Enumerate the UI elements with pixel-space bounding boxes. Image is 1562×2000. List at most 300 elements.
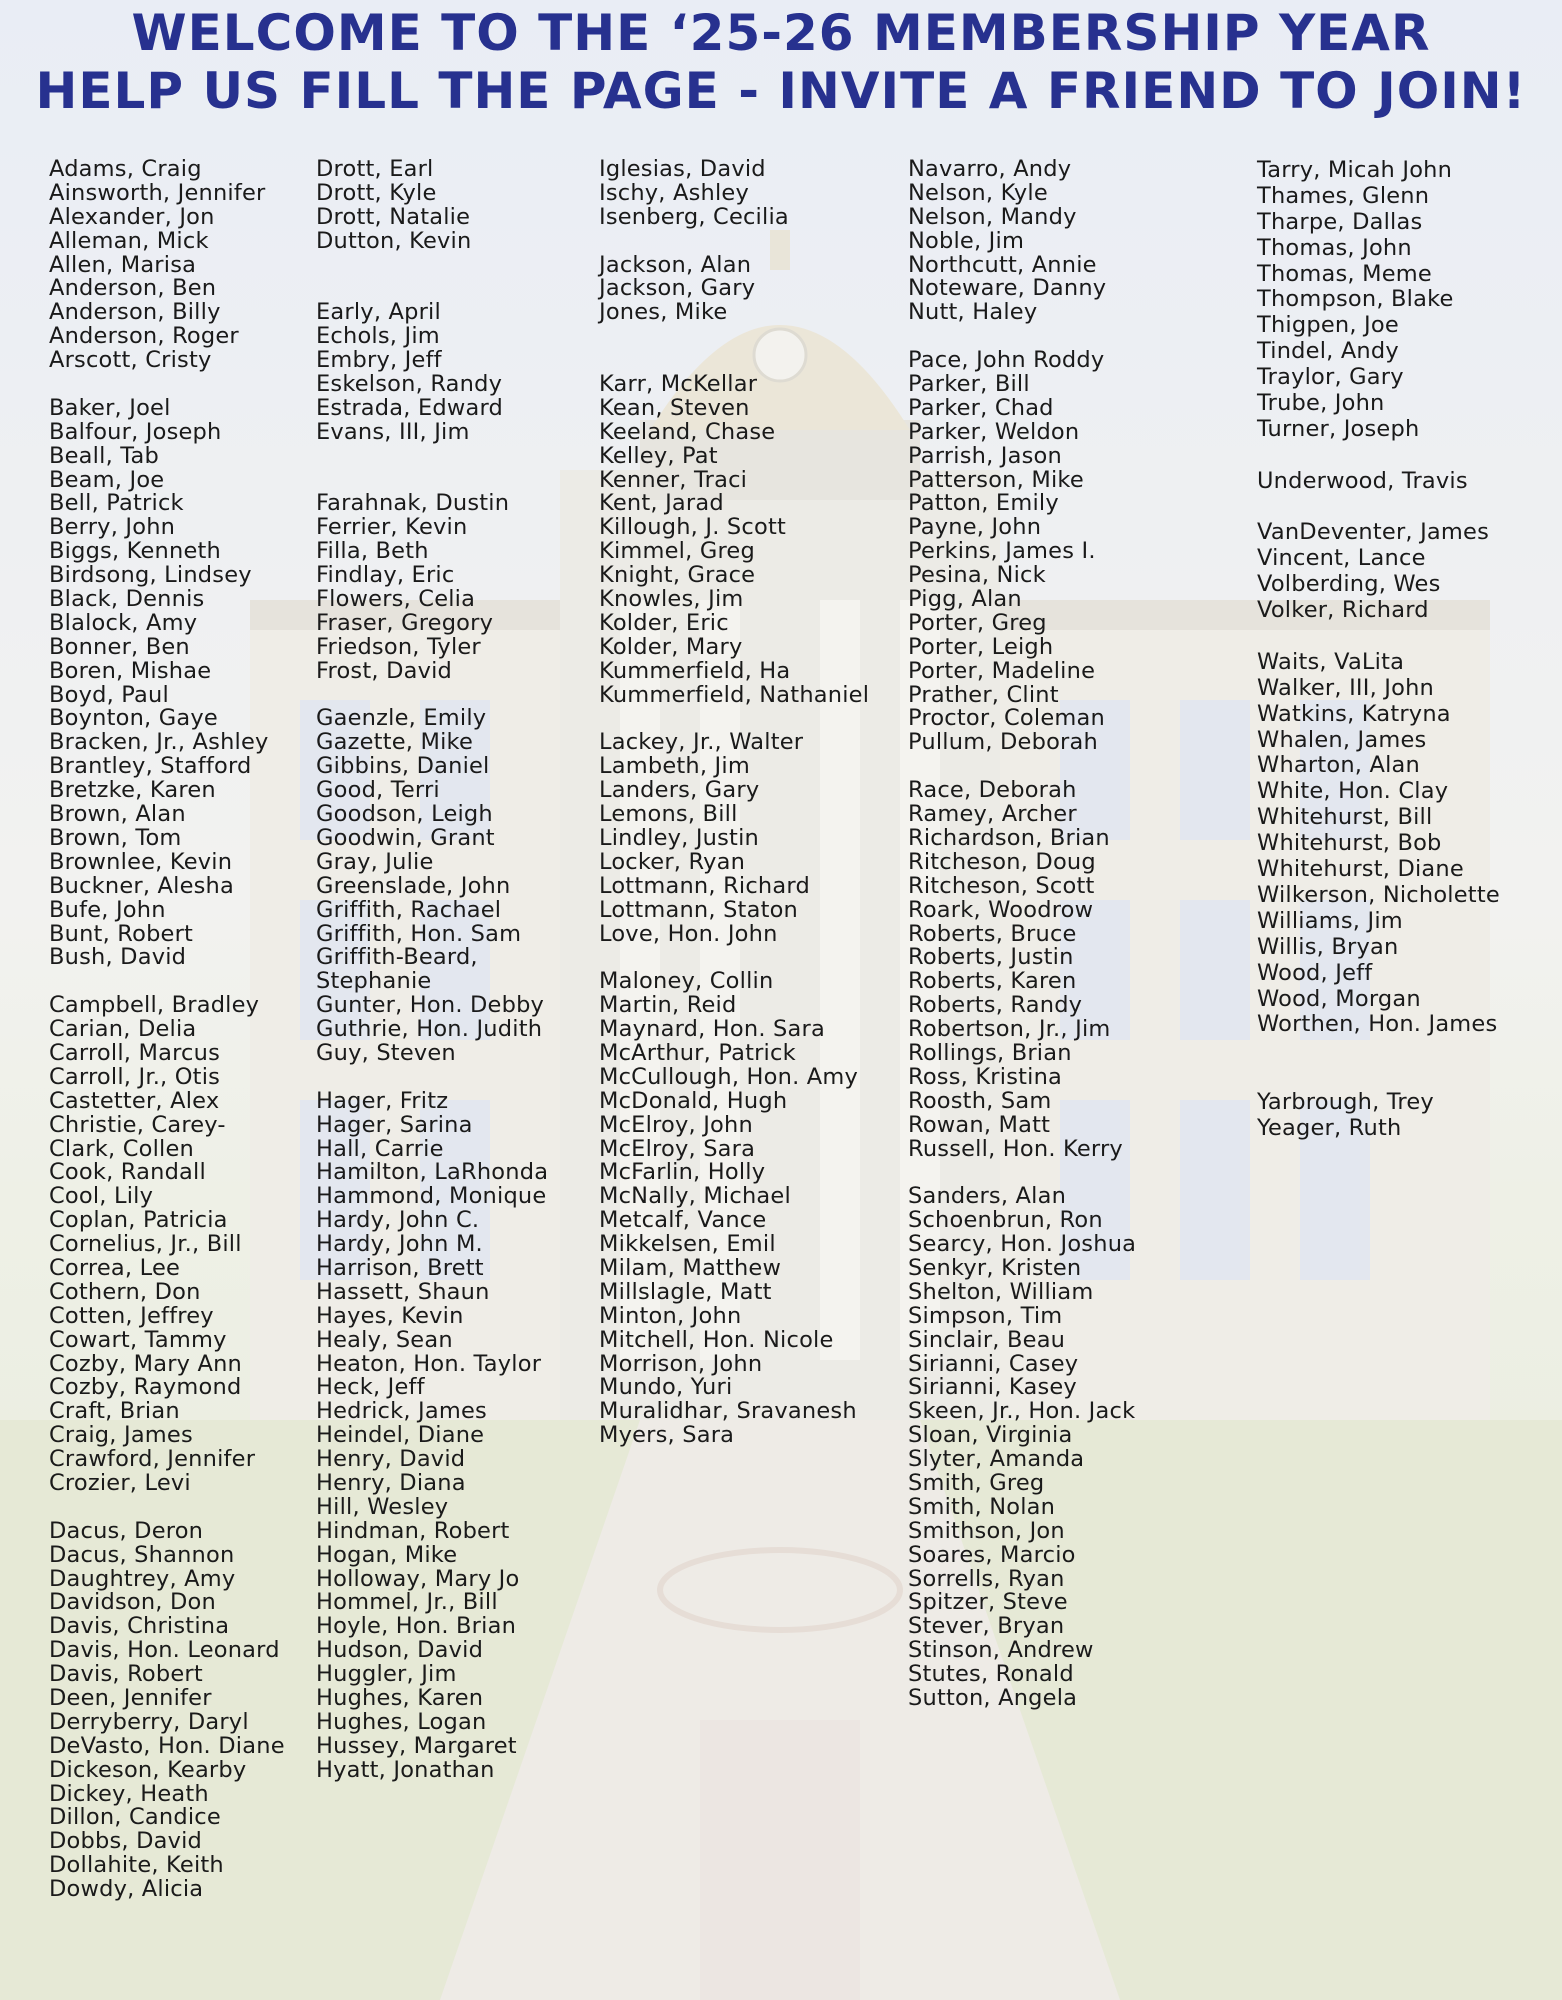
group-spacer [599,325,869,349]
group-spacer [599,230,869,254]
member-name: Bracken, Jr., Ashley [49,729,269,756]
member-name: Gibbins, Daniel [316,753,490,780]
group-spacer [49,373,285,397]
member-name: Roberts, Justin [908,944,1074,971]
member-name: Jackson, Alan [599,251,752,278]
member-name: Gaenzle, Emily [316,705,487,732]
member-name: Kimmel, Greg [599,538,755,565]
member-name: Jackson, Gary [599,275,756,302]
member-name: Ross, Kristina [908,1063,1063,1090]
member-name: Early, April [316,299,441,326]
member-name: Anderson, Roger [49,323,239,350]
member-name: Thames, Glenn [1257,182,1430,209]
member-name: Blalock, Amy [49,609,198,636]
member-name: Heck, Jeff [316,1374,425,1401]
member-name: McNally, Michael [599,1183,791,1210]
member-name: Maynard, Hon. Sara [599,1016,825,1043]
member-name: Hommel, Jr., Bill [316,1589,498,1616]
member-name: Knight, Grace [599,562,756,589]
member-name: Roberts, Karen [908,968,1077,995]
member-name: Craig, James [49,1422,193,1449]
member-name: Brown, Alan [49,801,186,828]
member-name: Sutton, Angela [908,1685,1078,1711]
member-name: Ritcheson, Scott [908,872,1095,899]
member-name: Tharpe, Dallas [1257,208,1423,235]
member-name: Hamilton, LaRhonda [316,1159,549,1186]
member-name: Milam, Matthew [599,1254,782,1281]
member-name: Rowan, Matt [908,1111,1051,1138]
member-name: Isenberg, Cecilia [599,203,789,230]
member-name: Healy, Sean [316,1326,453,1353]
member-name: Whitehurst, Bob [1257,830,1442,857]
member-name: Hassett, Shaun [316,1278,490,1305]
page-header [0,4,1562,120]
member-name: Gazette, Mike [316,729,474,756]
member-name: Parker, Weldon [908,418,1080,445]
member-name: Frost, David [316,657,453,684]
member-name: Morrison, John [599,1350,763,1377]
member-name: Muralidhar, Sravanesh [599,1398,857,1425]
member-name: McDonald, Hugh [599,1087,788,1114]
member-name: White, Hon. Clay [1257,778,1449,805]
member-name: Birdsong, Lindsey [49,562,252,589]
member-name: Drott, Earl [316,156,434,182]
member-name: Lemons, Bill [599,801,738,828]
member-name: Karr, McKellar [599,371,758,398]
member-name: Cozby, Mary Ann [49,1350,243,1377]
group-spacer [316,684,548,708]
member-name: Noteware, Danny [908,275,1107,302]
group-spacer [908,1161,1136,1185]
member-name: Boyd, Paul [49,681,169,708]
group-spacer [908,755,1136,779]
member-name: Ferrier, Kevin [316,514,468,541]
member-name: Clark, Collen [49,1135,195,1162]
member-name: Roark, Woodrow [908,896,1094,923]
member-name: Lackey, Jr., Walter [599,729,804,756]
member-name: Balfour, Joseph [49,418,222,445]
member-name: Ainsworth, Jennifer [49,179,266,206]
member-name: Thomas, John [1257,234,1412,261]
member-name: Shelton, William [908,1278,1094,1305]
member-name: Locker, Ryan [599,848,746,875]
member-name: Stutes, Ronald [908,1661,1074,1688]
member-name: McElroy, Sara [599,1135,756,1162]
member-name: Dickeson, Kearby [49,1756,247,1783]
member-name: Christie, Carey- [49,1111,226,1138]
member-name: Dollahite, Keith [49,1852,224,1879]
member-name: Hager, Fritz [316,1087,449,1114]
group-spacer [599,349,869,373]
member-name: Hardy, John C. [316,1207,480,1234]
group-spacer [1257,1038,1500,1064]
member-name: Sirianni, Kasey [908,1374,1077,1401]
member-name: Kent, Jarad [599,490,724,517]
member-name: Anderson, Ben [49,275,217,302]
member-name: Gunter, Hon. Debby [316,992,545,1019]
member-name: Kummerfield, Ha [599,657,791,684]
member-name: Race, Deborah [908,777,1077,804]
member-name: Griffith, Rachael [316,896,502,923]
member-name: Maloney, Collin [599,968,774,995]
member-name: Alleman, Mick [49,227,209,254]
member-name: Richardson, Brian [908,824,1110,851]
header-line-1: WELCOME TO THE ‘25-26 MEMBERSHIP YEAR [131,4,1431,62]
member-name: Robertson, Jr., Jim [908,1016,1111,1043]
member-name: Smithson, Jon [908,1517,1065,1544]
member-name: Boren, Mishae [49,657,212,684]
member-name: Pace, John Roddy [908,347,1105,374]
member-name: Stever, Bryan [908,1613,1065,1640]
member-name: Lambeth, Jim [599,753,750,780]
member-name: Harrison, Brett [316,1254,484,1281]
member-name: Thompson, Blake [1257,286,1454,313]
member-name: Hammond, Monique [316,1183,547,1210]
group-spacer [599,946,869,970]
member-name: Alexander, Jon [49,203,215,230]
member-name: Goodson, Leigh [316,801,493,828]
member-name: Allen, Marisa [49,251,197,278]
member-name: Myers, Sara [599,1422,735,1449]
member-name: Wood, Jeff [1257,959,1373,986]
member-name: Cozby, Raymond [49,1374,242,1401]
member-name: Hayes, Kevin [316,1302,464,1329]
member-name: Sinclair, Beau [908,1326,1066,1353]
member-name: Sanders, Alan [908,1183,1067,1210]
member-name: Brownlee, Kevin [49,848,233,875]
member-name: McFarlin, Holly [599,1159,766,1186]
member-name: Ischy, Ashley [599,179,749,206]
member-name: Metcalf, Vance [599,1207,767,1234]
member-name: Griffith-Beard, [316,944,478,971]
member-name: Parker, Chad [908,394,1054,421]
member-name: Brantley, Stafford [49,753,252,780]
member-name: Russell, Hon. Kerry [908,1135,1123,1162]
member-name: Mitchell, Hon. Nicole [599,1326,834,1353]
member-name: Cowart, Tammy [49,1326,227,1353]
member-name: Mikkelsen, Emil [599,1231,776,1258]
member-name: Guthrie, Hon. Judith [316,1016,543,1043]
member-name: Watkins, Katryna [1257,700,1451,727]
member-name: Campbell, Bradley [49,992,260,1019]
member-name: Beam, Joe [49,466,165,493]
member-name: Daughtrey, Amy [49,1565,236,1592]
member-name: Anderson, Billy [49,299,221,326]
member-name: Worthen, Hon. James [1257,1011,1498,1038]
member-name: Davis, Hon. Leonard [49,1637,280,1664]
member-name: Boynton, Gaye [49,705,218,732]
member-name: Cothern, Don [49,1278,201,1305]
member-name: Davis, Christina [49,1613,230,1640]
group-spacer [316,277,548,301]
member-name: Cornelius, Jr., Bill [49,1231,242,1258]
member-name: Ramey, Archer [908,801,1077,828]
member-name: Walker, III, John [1257,674,1435,701]
member-name: Yeager, Ruth [1257,1114,1402,1141]
member-name: DeVasto, Hon. Diane [49,1732,285,1759]
member-name: Davidson, Don [49,1589,216,1616]
member-name: Prather, Clint [908,681,1059,708]
member-name: Bretzke, Karen [49,777,216,804]
member-name: Lottmann, Staton [599,896,799,923]
member-name: Evans, III, Jim [316,418,470,445]
group-spacer [1257,495,1500,521]
member-name: Landers, Gary [599,777,760,804]
member-name: Roberts, Randy [908,992,1083,1019]
group-spacer [316,469,548,493]
member-name: Volker, Richard [1257,597,1429,624]
member-name: Henry, David [316,1446,466,1473]
member-name: Patterson, Mike [908,466,1084,493]
member-column-4 [908,158,1136,1711]
member-name: Yarbrough, Trey [1257,1089,1434,1116]
member-name: Deen, Jennifer [49,1685,212,1711]
member-name: Crozier, Levi [49,1469,191,1496]
member-name: Bonner, Ben [49,633,190,660]
member-name: Echols, Jim [316,323,440,350]
member-name: Crawford, Jennifer [49,1446,256,1473]
member-name: Pesina, Nick [908,562,1046,589]
member-name: VanDeventer, James [1257,519,1490,546]
member-name: Tarry, Micah John [1257,157,1453,183]
member-name: Proctor, Coleman [908,705,1105,732]
member-name: Slyter, Amanda [908,1446,1085,1473]
member-name: Buckner, Alesha [49,872,235,899]
member-name: Drott, Kyle [316,179,437,206]
group-spacer [1257,1064,1500,1090]
group-spacer [1257,443,1500,469]
member-name: Kenner, Traci [599,466,748,493]
member-name: Embry, Jeff [316,347,442,374]
member-name: Killough, J. Scott [599,514,786,541]
member-name: Craft, Brian [49,1398,180,1425]
member-name: Arscott, Cristy [49,347,212,374]
member-name: Hughes, Logan [316,1708,487,1735]
member-name: Roberts, Bruce [908,920,1077,947]
group-spacer [49,970,285,994]
member-name: Trube, John [1257,390,1385,417]
member-name: Sloan, Virginia [908,1422,1073,1449]
member-name: Holloway, Mary Jo [316,1565,520,1592]
member-name: Fraser, Gregory [316,609,494,636]
member-name: Pullum, Deborah [908,729,1098,756]
member-name: Simpson, Tim [908,1302,1063,1329]
member-name: Gray, Julie [316,848,434,875]
member-column-5 [1257,158,1500,1142]
member-column-2 [316,158,548,1783]
member-name: Dutton, Kevin [316,227,472,254]
member-name: Lottmann, Richard [599,872,810,899]
member-name: Williams, Jim [1257,907,1403,934]
member-name: Martin, Reid [599,992,737,1019]
member-name: Hyatt, Jonathan [316,1756,495,1783]
member-name: Derryberry, Daryl [49,1708,249,1735]
member-name: Cotten, Jeffrey [49,1302,214,1329]
member-name: McArthur, Patrick [599,1039,796,1066]
member-name: Thomas, Meme [1257,260,1432,287]
member-name: Keeland, Chase [599,418,776,445]
member-column-3 [599,158,869,1448]
member-name: Huggler, Jim [316,1661,457,1688]
member-name: Biggs, Kenneth [49,538,222,565]
group-spacer [908,325,1136,349]
member-name: Heindel, Diane [316,1422,485,1449]
member-name: Stephanie [316,968,432,995]
member-name: Hughes, Karen [316,1685,484,1711]
member-name: Porter, Madeline [908,657,1096,684]
member-column-1 [49,158,285,1902]
member-name: Hogan, Mike [316,1541,458,1568]
header-line-2: HELP US FILL THE PAGE - INVITE A FRIEND TO JOIN! [35,62,1527,120]
member-name: Lindley, Justin [599,824,759,851]
member-name: Vincent, Lance [1257,545,1426,572]
member-name: Ritcheson, Doug [908,848,1096,875]
member-name: Willis, Bryan [1257,933,1399,960]
group-spacer [1257,624,1500,650]
member-name: Skeen, Jr., Hon. Jack [908,1398,1136,1425]
member-name: Hager, Sarina [316,1111,473,1138]
member-name: Smith, Nolan [908,1493,1056,1520]
member-name: Davis, Robert [49,1661,203,1688]
member-name: Bell, Patrick [49,490,184,517]
member-name: Dacus, Deron [49,1517,204,1544]
member-name: McCullough, Hon. Amy [599,1063,859,1090]
member-name: Wilkerson, Nicholette [1257,881,1500,908]
member-name: Dacus, Shannon [49,1541,235,1568]
member-name: Traylor, Gary [1257,364,1404,391]
member-name: Dillon, Candice [49,1804,221,1831]
member-name: Cool, Lily [49,1183,154,1210]
member-name: Roosth, Sam [908,1087,1052,1114]
member-name: Castetter, Alex [49,1087,220,1114]
member-name: Parker, Bill [908,371,1030,398]
member-name: Carian, Delia [49,1016,197,1043]
member-name: Carroll, Marcus [49,1039,220,1066]
member-name: Schoenbrun, Ron [908,1207,1103,1234]
member-name: Searcy, Hon. Joshua [908,1231,1137,1258]
member-name: Stinson, Andrew [908,1637,1094,1664]
member-name: Perkins, James I. [908,538,1096,565]
member-name: Drott, Natalie [316,203,471,230]
member-name: Payne, John [908,514,1042,541]
member-name: Porter, Leigh [908,633,1054,660]
member-name: Jones, Mike [599,299,728,326]
member-name: Whitehurst, Diane [1257,856,1464,883]
member-name: Bush, David [49,944,187,971]
member-name: Hoyle, Hon. Brian [316,1613,517,1640]
member-name: Parrish, Jason [908,442,1062,469]
member-name: Kummerfield, Nathaniel [599,681,870,708]
member-name: Kolder, Mary [599,633,743,660]
member-name: Mundo, Yuri [599,1374,733,1401]
member-name: Kolder, Eric [599,609,729,636]
member-name: Brown, Tom [49,824,182,851]
member-name: Berry, John [49,514,176,541]
member-name: Navarro, Andy [908,156,1072,182]
member-name: Dowdy, Alicia [49,1876,204,1903]
member-name: Carroll, Jr., Otis [49,1063,221,1090]
member-name: Underwood, Travis [1257,467,1468,494]
member-name: Northcutt, Annie [908,251,1097,278]
member-name: Hardy, John M. [316,1231,483,1258]
member-name: Heaton, Hon. Taylor [316,1350,542,1377]
member-name: Henry, Diana [316,1469,466,1496]
member-name: Spitzer, Steve [908,1589,1068,1616]
member-name: Smith, Greg [908,1469,1045,1496]
member-name: Friedson, Tyler [316,633,481,660]
member-name: Soares, Marcio [908,1541,1076,1568]
member-name: Kean, Steven [599,394,750,421]
member-name: Nelson, Kyle [908,179,1048,206]
member-name: Turner, Joseph [1257,415,1420,442]
member-name: Findlay, Eric [316,562,455,589]
member-name: Pigg, Alan [908,586,1022,613]
member-name: Minton, John [599,1302,742,1329]
member-name: Hudson, David [316,1637,484,1664]
member-name: Sirianni, Casey [908,1350,1079,1377]
member-name: Cook, Randall [49,1159,206,1186]
member-name: Beall, Tab [49,442,159,469]
member-name: Guy, Steven [316,1039,456,1066]
member-name: Wood, Morgan [1257,985,1421,1012]
member-name: Sorrells, Ryan [908,1565,1065,1592]
member-name: Black, Dennis [49,586,205,613]
member-name: Patton, Emily [908,490,1059,517]
member-name: Greenslade, John [316,872,511,899]
group-spacer [316,445,548,469]
member-name: Wharton, Alan [1257,752,1420,779]
group-spacer [599,707,869,731]
member-name: Eskelson, Randy [316,371,503,398]
member-name: Hall, Carrie [316,1135,444,1162]
member-name: Senkyr, Kristen [908,1254,1082,1281]
member-name: Porter, Greg [908,609,1047,636]
member-name: Waits, VaLita [1257,648,1405,675]
member-name: Coplan, Patricia [49,1207,228,1234]
member-name: Hill, Wesley [316,1493,449,1520]
member-name: Correa, Lee [49,1254,181,1281]
member-name: Hussey, Margaret [316,1732,517,1759]
member-name: Dobbs, David [49,1828,203,1855]
member-name: Whalen, James [1257,726,1427,753]
member-name: Iglesias, David [599,156,766,182]
member-name: Tindel, Andy [1257,338,1399,365]
member-name: Farahnak, Dustin [316,490,510,517]
member-name: Love, Hon. John [599,920,778,947]
group-spacer [49,1496,285,1520]
member-name: Goodwin, Grant [316,824,495,851]
member-name: Baker, Joel [49,394,171,421]
member-name: Millslagle, Matt [599,1278,772,1305]
member-name: McElroy, John [599,1111,753,1138]
member-name: Adams, Craig [49,156,202,182]
member-name: Hindman, Robert [316,1517,510,1544]
group-spacer [316,1066,548,1090]
member-name: Good, Terri [316,777,440,804]
group-spacer [316,254,548,278]
member-name: Bunt, Robert [49,920,194,947]
member-name: Thigpen, Joe [1257,312,1399,339]
member-name: Griffith, Hon. Sam [316,920,522,947]
member-name: Noble, Jim [908,227,1025,254]
member-name: Estrada, Edward [316,394,503,421]
member-name: Filla, Beth [316,538,429,565]
member-name: Rollings, Brian [908,1039,1072,1066]
member-name: Nutt, Haley [908,299,1038,326]
member-name: Hedrick, James [316,1398,487,1425]
member-name: Flowers, Celia [316,586,476,613]
member-name: Bufe, John [49,896,166,923]
